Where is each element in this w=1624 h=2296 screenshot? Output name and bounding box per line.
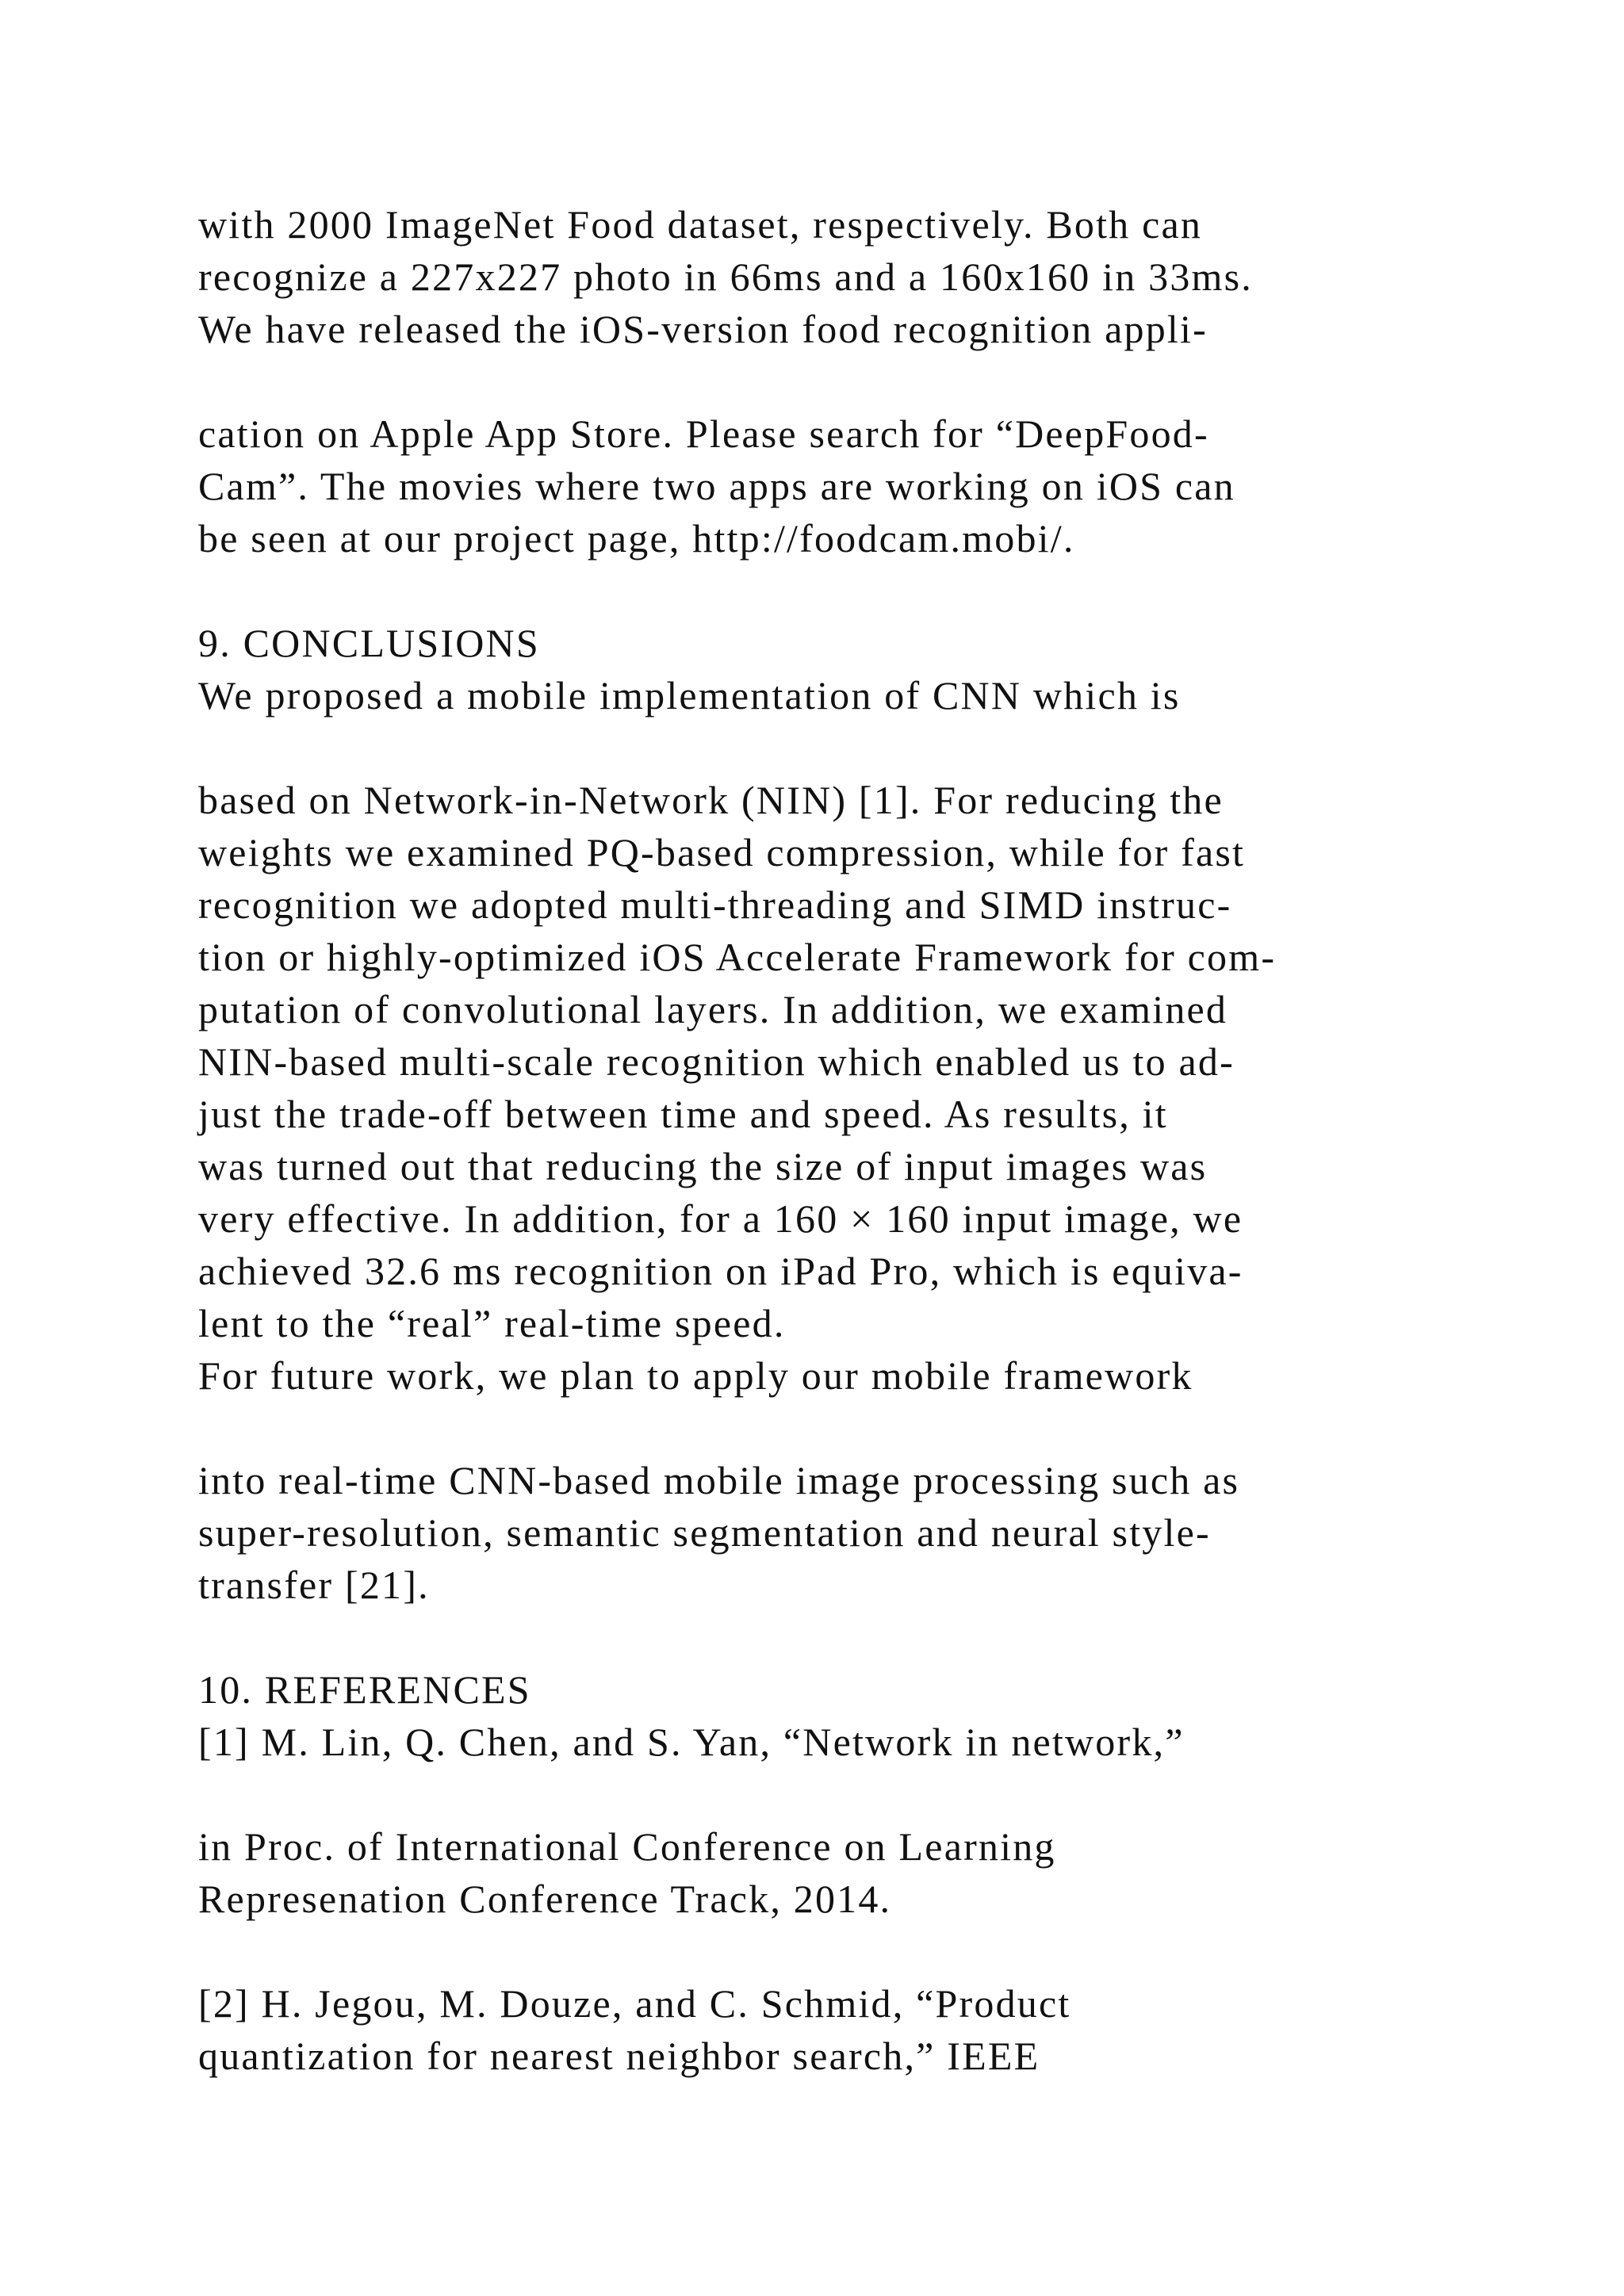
reference-entry-line: in Proc. of International Conference on Learning — [198, 1824, 1056, 1869]
text-line: was turned out that reducing the size of input images was — [198, 1144, 1208, 1188]
paragraph-gap — [198, 1925, 1546, 1977]
reference-1-continued — [198, 1820, 1546, 1925]
text-line: with 2000 ImageNet Food dataset, respectively. Both can — [198, 202, 1203, 247]
section-heading-references: 10. REFERENCES — [198, 1667, 531, 1712]
section-conclusions — [198, 617, 1546, 721]
text-line: putation of convolutional layers. In addition, we examined — [198, 987, 1228, 1031]
text-line: just the trade-off between time and speed. As results, it — [198, 1092, 1168, 1136]
section-heading-conclusions: 9. CONCLUSIONS — [198, 621, 540, 665]
text-line: NIN-based multi-scale recognition which enabled us to ad- — [198, 1039, 1235, 1084]
section-references — [198, 1663, 1546, 1768]
text-line: very effective. In addition, for a 160 × 160 input image, we — [198, 1196, 1243, 1241]
text-line: super-resolution, semantic segmentation and neural style- — [198, 1510, 1211, 1555]
reference-entry-line: [1] M. Lin, Q. Chen, and S. Yan, “Network in network,” — [198, 1720, 1185, 1764]
reference-entry-line: quantization for nearest neighbor search,” IEEE — [198, 2034, 1040, 2078]
text-line: tion or highly-optimized iOS Accelerate Framework for com- — [198, 935, 1277, 979]
paragraph-gap — [198, 721, 1546, 774]
text-line: into real-time CNN-based mobile image processing such as — [198, 1458, 1240, 1502]
text-line: lent to the “real” real-time speed. — [198, 1301, 786, 1345]
text-line: cation on Apple App Store. Please search for “DeepFood- — [198, 411, 1209, 456]
document-page — [198, 198, 1546, 2082]
text-line: For future work, we plan to apply our mobile framework — [198, 1353, 1193, 1398]
paragraph-conclusions-body — [198, 774, 1546, 1402]
paragraph-gap — [198, 564, 1546, 617]
paragraph-app-release — [198, 198, 1546, 355]
text-line: recognition we adopted multi-threading and SIMD instruc- — [198, 882, 1232, 927]
text-line: We proposed a mobile implementation of CNN which is — [198, 673, 1181, 718]
text-line: recognize a 227x227 photo in 66ms and a 160x160 in 33ms. — [198, 254, 1253, 299]
text-line: be seen at our project page, http://foodcam.mobi/. — [198, 516, 1075, 561]
paragraph-app-store — [198, 408, 1546, 564]
text-line: weights we examined PQ-based compression, while for fast — [198, 830, 1246, 874]
paragraph-gap — [198, 1611, 1546, 1663]
paragraph-future-work — [198, 1454, 1546, 1611]
reference-entry-line: [2] H. Jegou, M. Douze, and C. Schmid, “Product — [198, 1981, 1071, 2026]
text-line: We have released the iOS-version food recognition appli- — [198, 307, 1208, 351]
text-line: Cam”. The movies where two apps are working on iOS can — [198, 464, 1235, 508]
reference-entry-line: Represenation Conference Track, 2014. — [198, 1877, 892, 1921]
paragraph-gap — [198, 1768, 1546, 1820]
paragraph-gap — [198, 355, 1546, 408]
paragraph-gap — [198, 1402, 1546, 1454]
text-line: achieved 32.6 ms recognition on iPad Pro, which is equiva- — [198, 1249, 1243, 1293]
text-line: based on Network-in-Network (NIN) [1]. For reducing the — [198, 778, 1224, 822]
reference-2 — [198, 1977, 1546, 2082]
text-line: transfer [21]. — [198, 1563, 430, 1607]
